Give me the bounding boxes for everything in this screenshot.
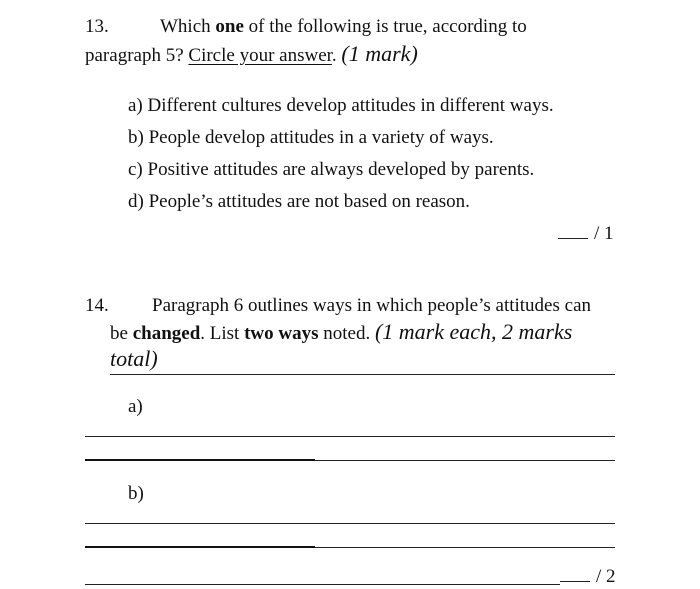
q14-label-b: b) bbox=[128, 483, 144, 504]
answer-line-a2[interactable] bbox=[315, 460, 615, 461]
answer-line-b2-short bbox=[85, 546, 315, 548]
q13-mark: (1 mark) bbox=[341, 41, 418, 66]
q13-number: 13. bbox=[85, 16, 109, 37]
option-d[interactable]: d) People’s attitudes are not based on reason. bbox=[128, 191, 470, 212]
option-c[interactable]: c) Positive attitudes are always developed by parents. bbox=[128, 159, 535, 180]
answer-line-b1[interactable] bbox=[85, 523, 615, 524]
circle-instruction: Circle your answer bbox=[188, 45, 332, 66]
option-a[interactable]: a) Different cultures develop attitudes in different ways. bbox=[128, 95, 554, 116]
answer-line-a1[interactable] bbox=[85, 436, 615, 437]
q13-prompt-line2: paragraph 5? Circle your answer. (1 mark) bbox=[85, 41, 418, 66]
q14-mark-total: total) bbox=[110, 346, 158, 371]
option-b[interactable]: b) People develop attitudes in a variety of ways. bbox=[128, 127, 494, 148]
q14-number: 14. bbox=[85, 295, 109, 316]
q14-mark: (1 mark each, 2 marks bbox=[374, 319, 573, 344]
q14-label-a: a) bbox=[128, 396, 143, 417]
answer-line-a2-short bbox=[85, 459, 315, 461]
q14-prompt-line1: Paragraph 6 outlines ways in which people’s attitudes can bbox=[152, 295, 592, 316]
q14-score-blank[interactable] bbox=[560, 567, 590, 582]
q13-prompt-line1: Which one of the following is true, according to bbox=[160, 16, 527, 37]
q14-score: / 2 bbox=[560, 566, 616, 588]
answer-line[interactable] bbox=[110, 374, 615, 375]
q13-score: / 1 bbox=[558, 223, 614, 245]
answer-line-final[interactable] bbox=[85, 584, 560, 585]
q14-prompt-line2: be changed. List two ways noted. (1 mark each, 2 marks bbox=[110, 319, 573, 344]
answer-line-b2[interactable] bbox=[315, 547, 615, 548]
q13-score-blank[interactable] bbox=[558, 224, 588, 239]
